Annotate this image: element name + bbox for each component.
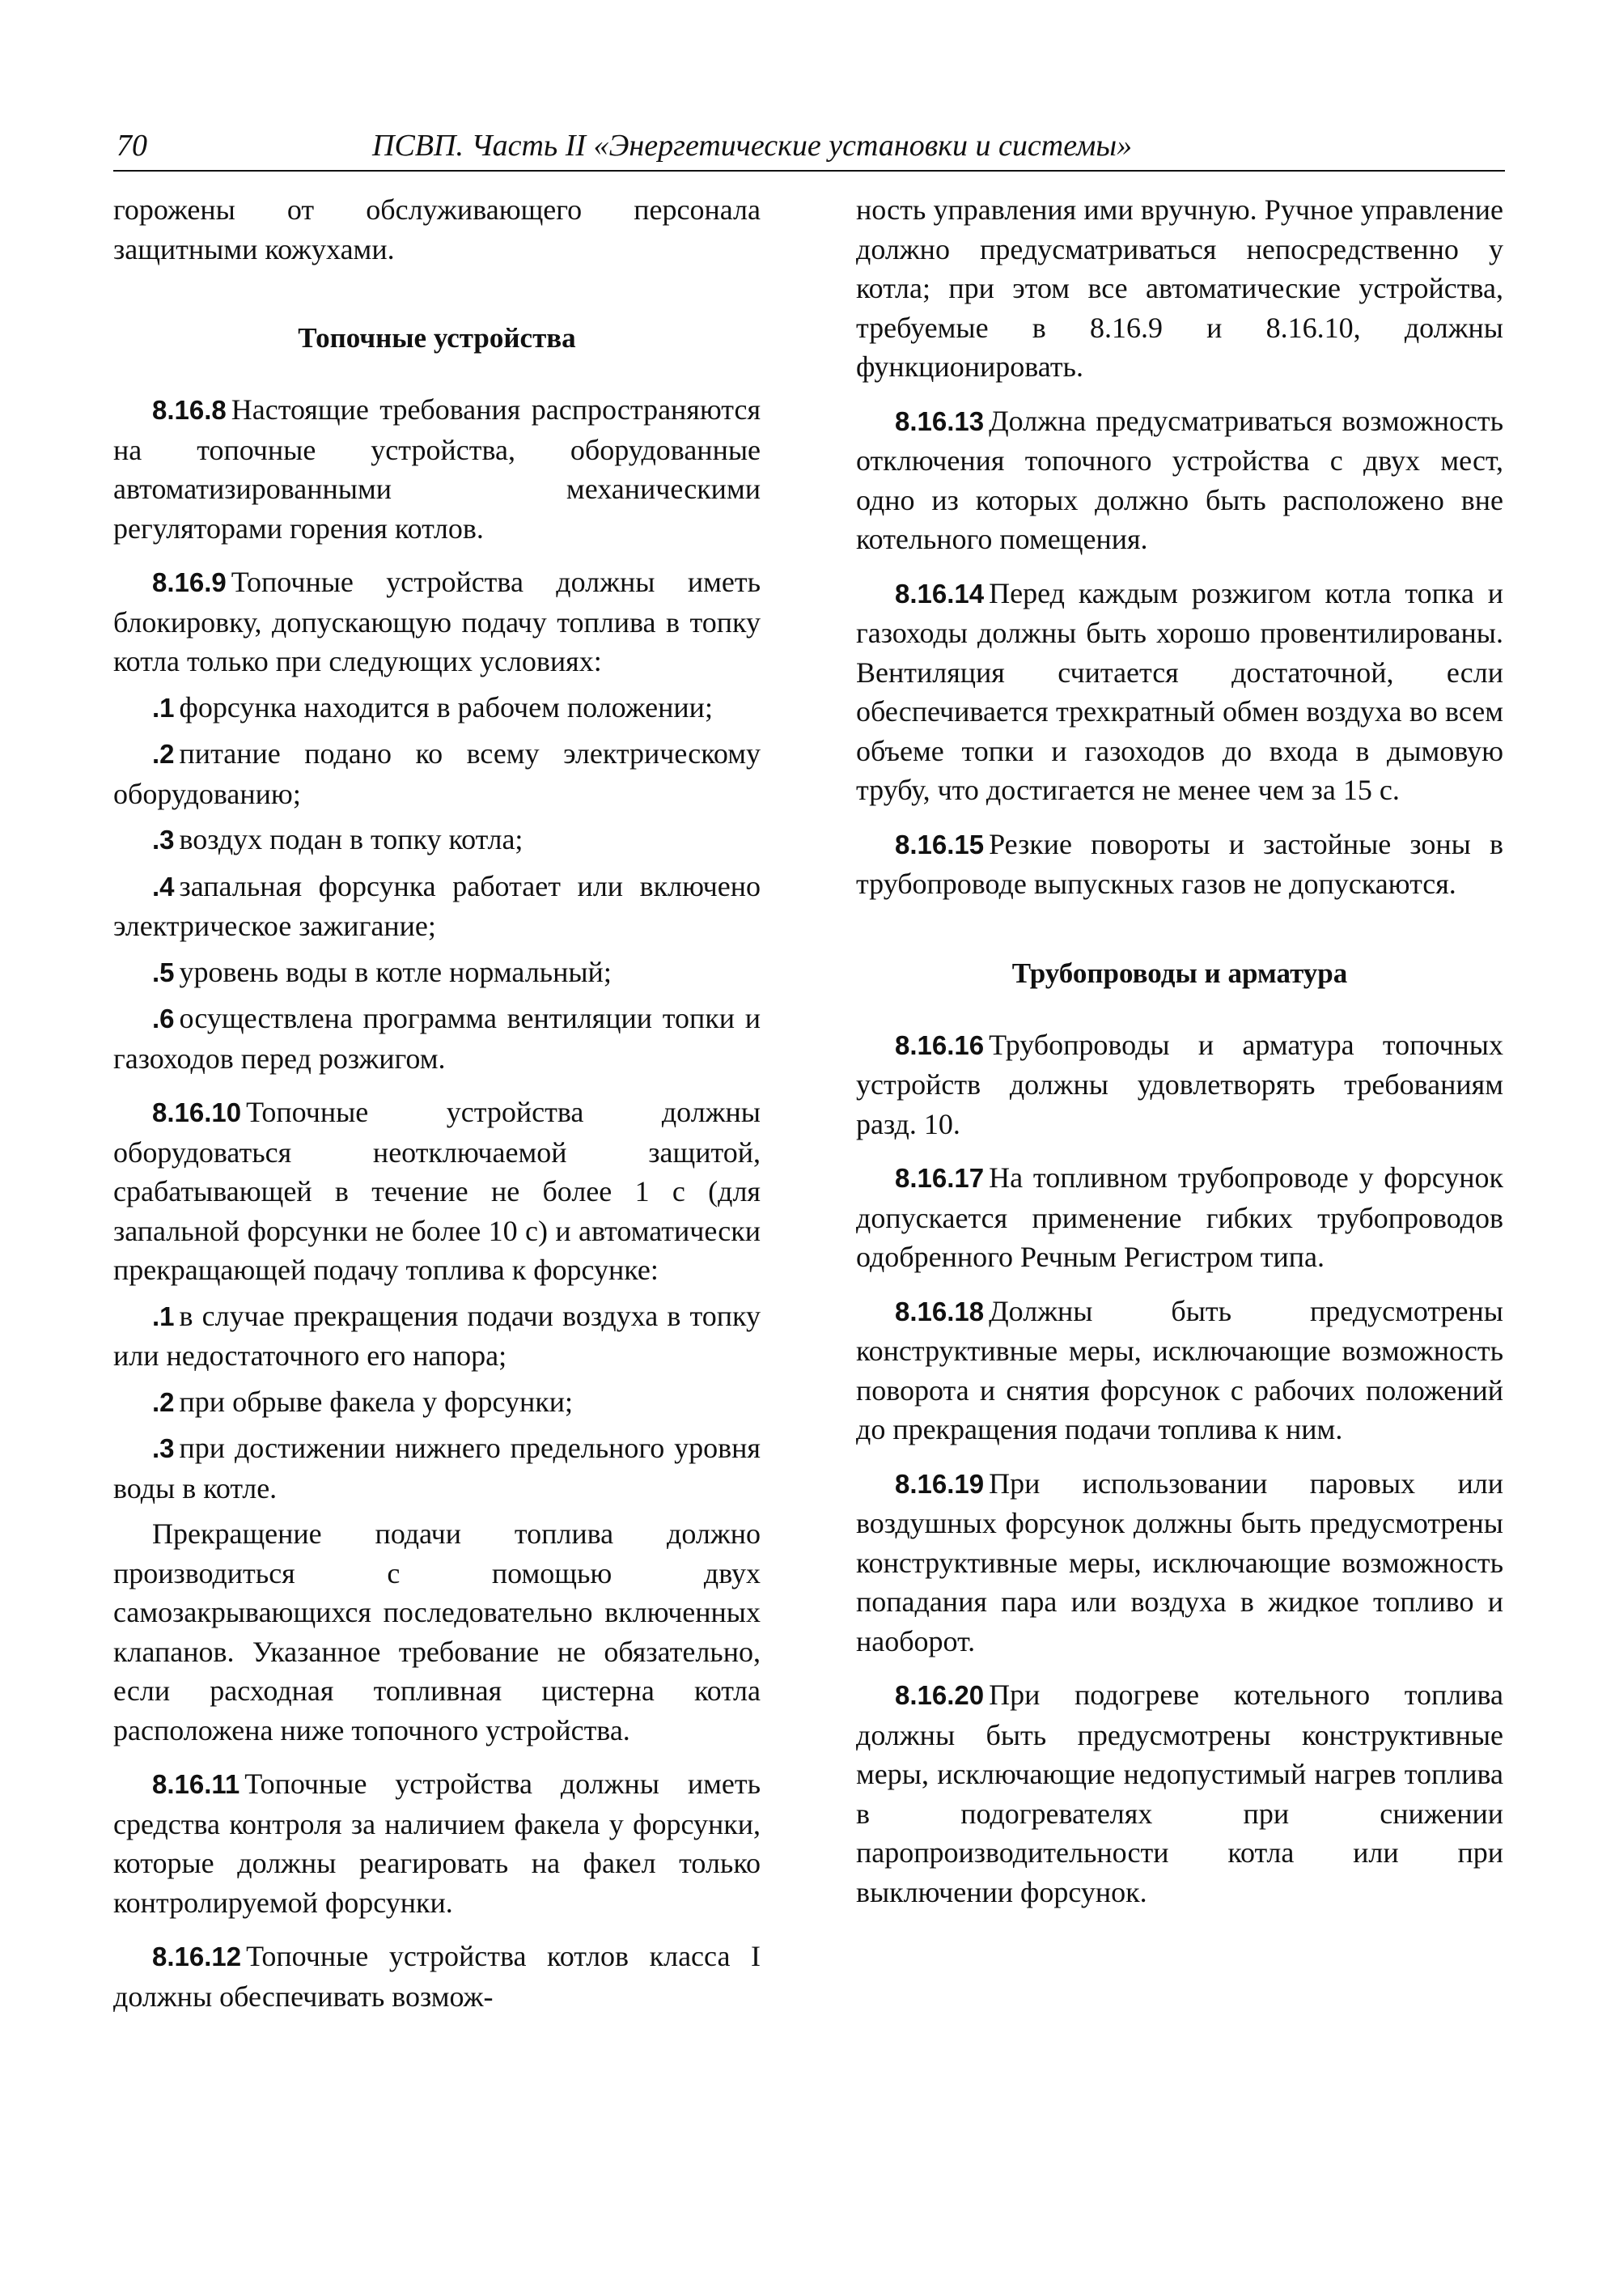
continued-paragraph: ность управления ими вручную. Ручное управление должно предусматриваться непосредственно у котла; при этом все автоматические устройства, требуемые в 8.16.9 и 8.16.10, должны функционировать.: [856, 193, 1503, 383]
item-text: осуществлена программа вентиляции топки и газоходов перед розжигом.: [113, 1002, 761, 1075]
list-item: [113, 734, 761, 813]
clause-8-16-8: [113, 390, 761, 548]
item-number: .1: [152, 1301, 175, 1331]
clause-8-16-14: [856, 574, 1503, 810]
clause-number: 8.16.12: [152, 1942, 242, 1971]
clause-text: Топочные устройства должны иметь средства контроля за наличием факела у форсунки, которые должны реагировать на факел только контролируемой форсунки.: [113, 1768, 761, 1919]
list-item: [113, 999, 761, 1078]
item-number: .3: [152, 825, 175, 855]
clause-text: На топливном трубопроводе у форсунок допускается применение гибких трубопроводов одобренного Речным Регистром типа.: [856, 1161, 1503, 1273]
item-text: при обрыве факела у форсунки;: [179, 1385, 574, 1418]
item-text: в случае прекращения подачи воздуха в топку или недостаточного его напора;: [113, 1299, 761, 1372]
item-text: уровень воды в котле нормальный;: [179, 955, 612, 988]
clause-text: Должна предусматриваться возможность отключения топочного устройства с двух мест, одно из которых должно быть расположено вне котельного помещения.: [856, 404, 1503, 555]
continued-paragraph: горожены от обслуживающего персонала защитными кожухами.: [113, 193, 761, 265]
document-page: [113, 121, 1505, 2013]
item-number: .2: [152, 739, 175, 769]
item-text: питание подано ко всему электрическому оборудованию;: [113, 737, 761, 810]
clause-number: 8.16.20: [895, 1680, 985, 1710]
clause-text: Трубопроводы и арматура топочных устройств должны удовлетворять требованиям разд. 10.: [856, 1028, 1503, 1140]
item-number: .4: [152, 871, 175, 902]
page-header: [113, 121, 1505, 172]
clause-text: Топочные устройства должны иметь блокировку, допускающую подачу топлива в топку котла только при следующих условиях:: [113, 566, 761, 677]
clause-8-16-12: [113, 1937, 761, 2016]
clause-number: 8.16.8: [152, 395, 227, 425]
item-number: .6: [152, 1004, 175, 1033]
clause-text: Должны быть предусмотрены конструктивные меры, исключающие возможность поворота и снятия форсунок с рабочих положений до прекращения подачи топлива к ним.: [856, 1294, 1503, 1445]
right-column: [856, 190, 1503, 1926]
list-item: [113, 1297, 761, 1376]
clause-number: 8.16.14: [895, 578, 985, 609]
item-text: запальная форсунка работает или включено электрическое зажигание;: [113, 869, 761, 942]
clause-8-16-18: [856, 1292, 1503, 1449]
item-text: форсунка находится в рабочем положении;: [179, 690, 713, 724]
clause-number: 8.16.13: [895, 405, 985, 436]
clause-8-16-13: [856, 401, 1503, 559]
clause-8-16-9: [113, 562, 761, 681]
section-heading-furnace-devices: Топочные устройства: [298, 322, 576, 354]
item-text: воздух подан в топку котла;: [179, 823, 523, 855]
clause-number: 8.16.16: [895, 1029, 985, 1060]
item-text: при достижении нижнего предельного уровня воды в котле.: [113, 1432, 761, 1504]
list-item: [113, 1382, 761, 1423]
clause-number: 8.16.11: [152, 1769, 240, 1799]
section-heading-pipelines: Трубопроводы и арматура: [1011, 957, 1348, 989]
list-item: [113, 953, 761, 993]
page-number: 70: [117, 129, 147, 163]
clause-text: Топочные устройства должны оборудоваться неотключаемой защитой, срабатывающей в течение не более 1 с (для запальной форсунки не более 10 с) и автоматически прекращающей подачу топлива к форсунке:: [113, 1096, 761, 1286]
clause-8-16-16: [856, 1025, 1503, 1144]
clause-8-16-15: [856, 825, 1503, 904]
list-item: [113, 820, 761, 860]
clause-text: При использовании паровых или воздушных форсунок должны быть предусмотрены конструктивные меры, исключающие возможность попадания пара или воздуха в жидкое топливо и наоборот.: [856, 1466, 1503, 1657]
clause-text: При подогреве котельного топлива должны быть предусмотрены конструктивные меры, исключающие недопустимый нагрев топлива в подогревателях при снижении паропроизводительности котла или при выключении форсунок.: [856, 1678, 1503, 1908]
clause-8-16-11: [113, 1764, 761, 1922]
clause-8-16-10-note: Прекращение подачи топлива должно производиться с помощью двух самозакрывающихся последовательно включенных клапанов. Указанное требование не обязательно, если расходная топливная цистерна котла расположена ниже топочного устройства.: [113, 1517, 761, 1746]
clause-text: Настоящие требования распространяются на топочные устройства, оборудованные автоматизированными механическими регуляторами горения котлов.: [113, 393, 761, 545]
item-number: .5: [152, 957, 175, 987]
clause-number: 8.16.9: [152, 567, 227, 597]
clause-text: Перед каждым розжигом котла топка и газоходы должны быть хорошо провентилированы. Вентиляция считается достаточной, если обеспечивается трехкратный обмен воздуха во всем объеме топки и газоходов до входа в дымовую трубу, что достигается не менее чем за 15 с.: [856, 576, 1503, 806]
clause-8-16-10: [113, 1093, 761, 1290]
running-title: ПСВП. Часть II «Энергетические установки и системы»: [372, 129, 1133, 163]
clause-8-16-17: [856, 1158, 1503, 1277]
clause-number: 8.16.10: [152, 1097, 242, 1127]
list-item: [113, 1428, 761, 1508]
clause-text: Топочные устройства котлов класса I должны обеспечивать возмож-: [113, 1940, 761, 2013]
list-item: [113, 867, 761, 946]
clause-8-16-19: [856, 1464, 1503, 1662]
list-item: [113, 688, 761, 728]
item-number: .1: [152, 692, 175, 723]
left-column: [113, 190, 761, 2031]
clause-number: 8.16.17: [895, 1163, 985, 1193]
clause-text: Резкие повороты и застойные зоны в трубопроводе выпускных газов не допускаются.: [856, 827, 1503, 900]
item-number: .3: [152, 1433, 175, 1463]
clause-number: 8.16.19: [895, 1468, 985, 1499]
clause-number: 8.16.18: [895, 1296, 985, 1326]
clause-number: 8.16.15: [895, 829, 985, 859]
item-number: .2: [152, 1386, 175, 1417]
clause-8-16-20: [856, 1675, 1503, 1912]
